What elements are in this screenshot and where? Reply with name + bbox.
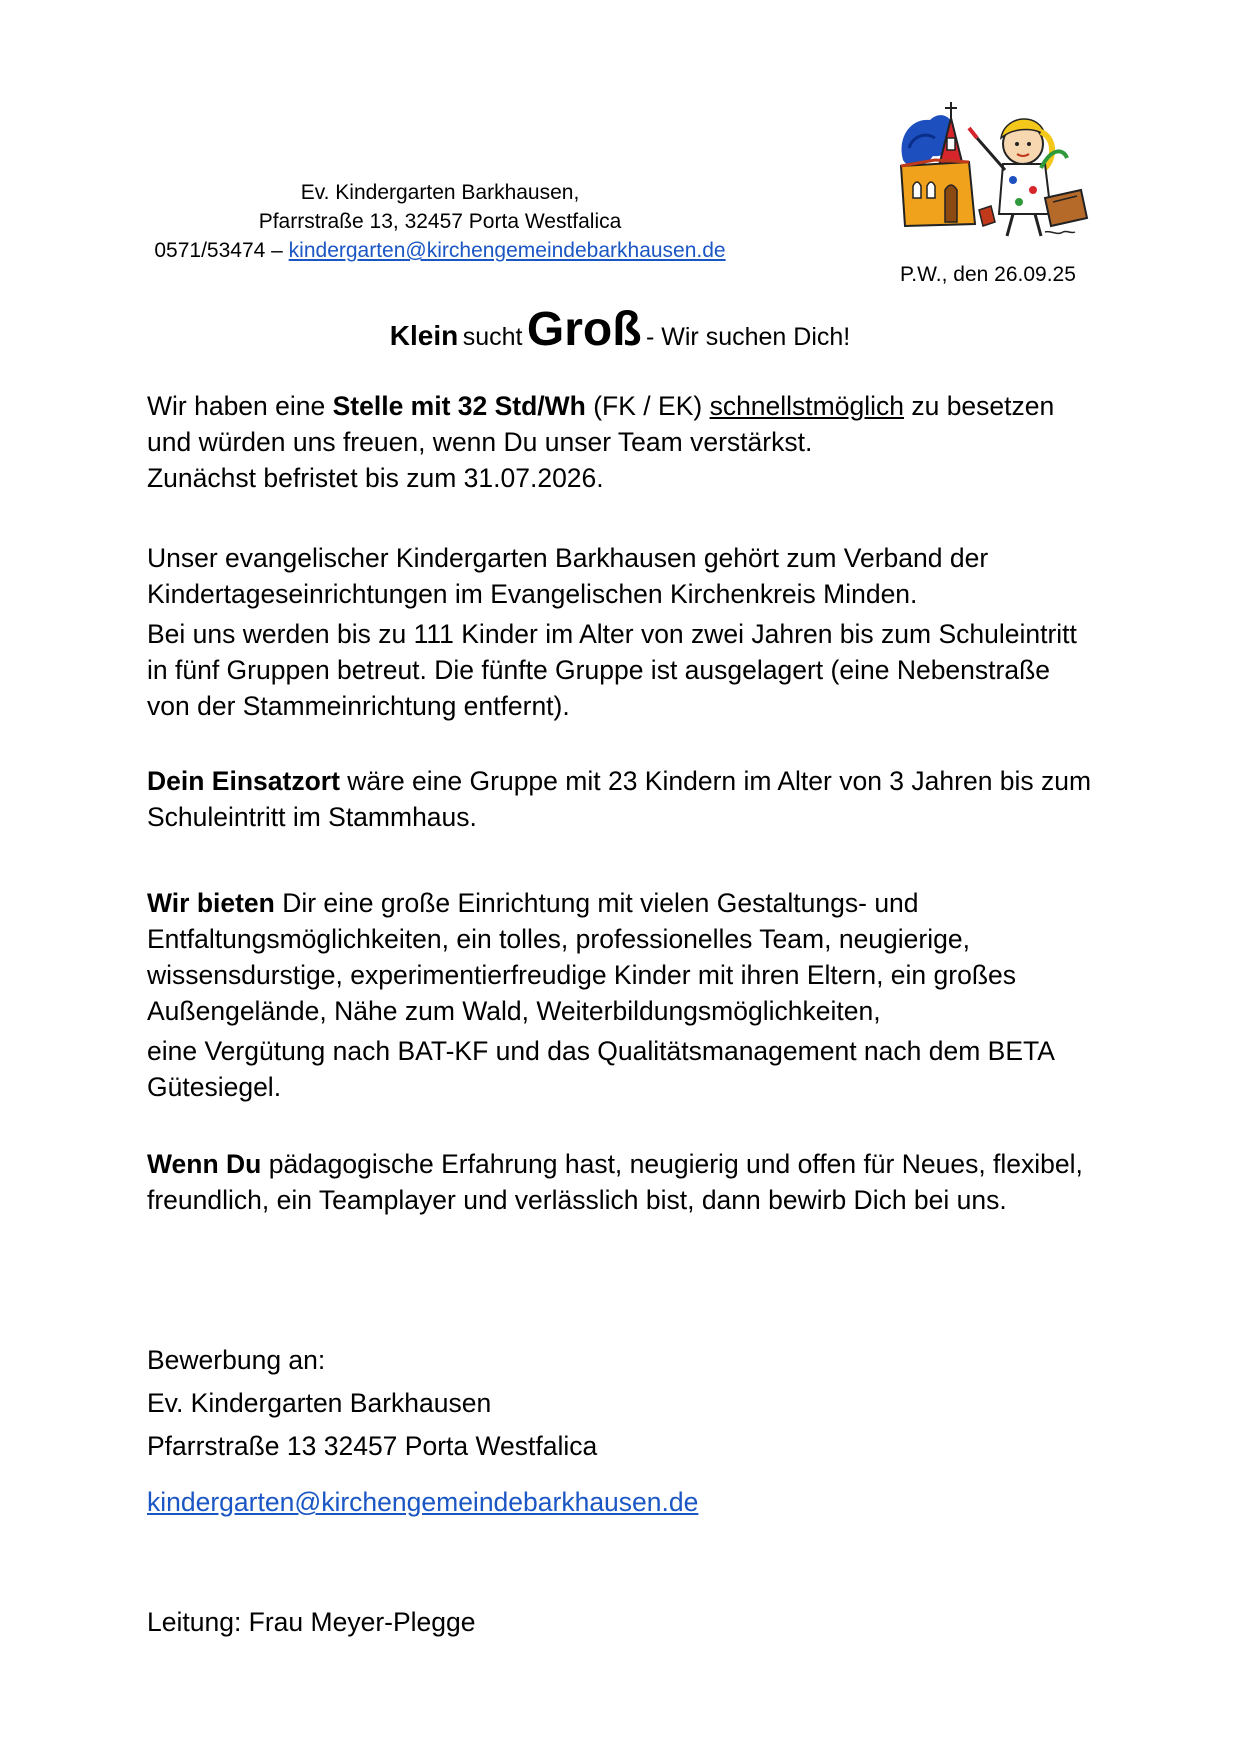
about-text-2: Bei uns werden bis zu 111 Kinder im Alter von zwei Jahren bis zum Schuleintritt in fünf Gruppen betreut. Die fünfte Gruppe ist ausgelagert (eine Nebenstraße von der Stammeinrichtung entfernt).	[147, 619, 1077, 721]
letterhead	[110, 178, 770, 265]
location-text	[147, 763, 1097, 835]
offer-bold: Wir bieten	[147, 888, 275, 918]
application-address	[147, 1345, 597, 1474]
org-name: Ev. Kindergarten Barkhausen,	[300, 181, 580, 204]
title-sucht: sucht	[462, 323, 523, 351]
title-subline: - Wir suchen Dich!	[646, 323, 851, 351]
date-line: P.W., den 26.09.25	[900, 263, 1076, 286]
text-segment: pädagogische Erfahrung hast, neugierig und offen für Neues, flexibel, freundlich, ein Teamplayer und verlässlich bist, dann bewirb Dich bei uns.	[147, 1149, 1083, 1215]
text-segment: (FK / EK)	[585, 391, 710, 421]
offer-text-2: eine Vergütung nach BAT-KF und das Qualitätsmanagement nach dem BETA Gütesiegel.	[147, 1036, 1054, 1102]
text-segment: zu besetzen und würden uns freuen, wenn Du unser Team verstärkst.	[147, 391, 1055, 457]
page-title	[0, 302, 1240, 357]
application-email-link[interactable]: kindergarten@kirchengemeindebarkhausen.de	[147, 1487, 699, 1517]
paragraph-requirements	[147, 1146, 1097, 1218]
application-label: Bewerbung an:	[147, 1345, 326, 1375]
org-address: Pfarrstraße 13, 32457 Porta Westfalica	[258, 210, 622, 233]
application-email	[147, 1487, 698, 1518]
leitung-line: Leitung: Frau Meyer-Plegge	[147, 1607, 476, 1637]
asap-underlined: schnellstmöglich	[709, 391, 904, 421]
requirements-bold: Wenn Du	[147, 1149, 262, 1179]
application-name: Ev. Kindergarten Barkhausen	[147, 1388, 492, 1418]
offer-text-1	[147, 885, 1097, 1029]
fixed-term-text: Zunächst befristet bis zum 31.07.2026.	[147, 463, 604, 493]
paragraph-offer	[147, 885, 1097, 1105]
text-segment: Wir haben eine	[147, 391, 333, 421]
org-phone: 0571/53474 –	[154, 239, 289, 262]
church-child-painting-logo	[895, 98, 1095, 250]
title-klein: Klein	[389, 320, 459, 351]
org-contact	[110, 236, 770, 265]
text-segment: Dir eine große Einrichtung mit vielen Gestaltungs- und Entfaltungsmöglichkeiten, ein tolles, professionelles Team, neugierige, wissensdurstige, experimentierfreudige Kinder mit ihren Eltern, ein großes Außengelände, Nähe zum Wald, Weiterbildungsmöglichkeiten,	[147, 888, 1017, 1026]
about-text-1: Unser evangelischer Kindergarten Barkhausen gehört zum Verband der Kindertageseinrichtungen im Evangelischen Kirchenkreis Minden.	[147, 543, 989, 609]
paragraph-about	[147, 540, 1097, 724]
requirements-text	[147, 1146, 1097, 1218]
title-gross: Groß	[526, 303, 642, 356]
paragraph-position	[147, 388, 1097, 496]
header-email-link[interactable]: kindergarten@kirchengemeindebarkhausen.de	[288, 239, 726, 262]
position-hours: Stelle mit 32 Std/Wh	[332, 391, 586, 421]
position-text	[147, 388, 1097, 460]
application-street: Pfarrstraße 13 32457 Porta Westfalica	[147, 1431, 598, 1461]
location-bold: Dein Einsatzort	[147, 766, 340, 796]
text-segment: wäre eine Gruppe mit 23 Kindern im Alter von 3 Jahren bis zum Schuleintritt im Stammhaus.	[147, 766, 1092, 832]
paragraph-location	[147, 763, 1097, 835]
